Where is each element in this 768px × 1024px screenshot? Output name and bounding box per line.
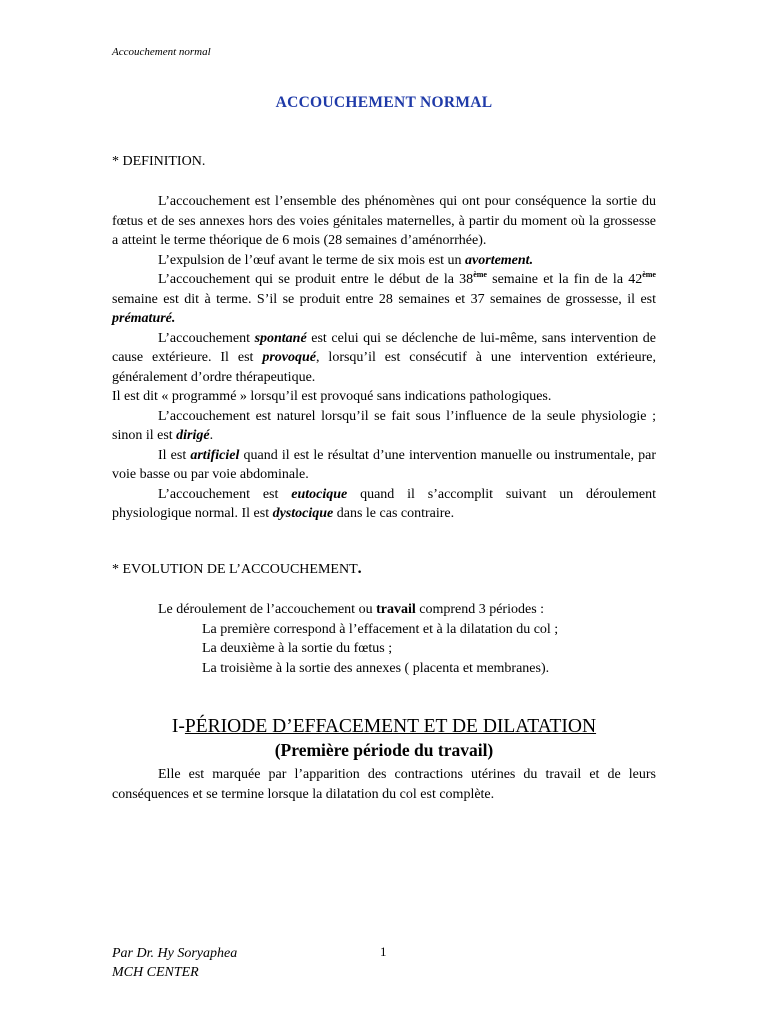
- text-run: L’expulsion de l’œuf avant le terme de six mois est un: [158, 252, 466, 268]
- term-dirige: dirigé: [176, 428, 210, 443]
- text-run: , lorsqu’il est consécutif à une intervention extérieure, généralement d’ordre thérapeutique.: [112, 350, 657, 385]
- page-number: 1: [380, 944, 387, 959]
- period-item-1: La première correspond à l’effacement et à la dilatation du col ;: [202, 621, 559, 637]
- text-run: quand il est le résultat d’une intervention manuelle ou instrumentale, par voie basse ou par voie abdominale.: [112, 447, 656, 482]
- definition-heading: * DEFINITION.: [112, 154, 206, 169]
- definition-paragraph-7: [112, 446, 656, 485]
- footer-credits: [112, 944, 237, 982]
- definition-paragraph-6: [112, 407, 656, 446]
- period-item-3: La troisième à la sortie des annexes ( placenta et membranes).: [202, 660, 550, 676]
- superscript: ème: [642, 270, 656, 279]
- term-travail: travail: [376, 602, 416, 617]
- text-run: .: [209, 428, 214, 443]
- text-run: L’accouchement: [158, 330, 255, 346]
- definition-paragraph-5: Il est dit « programmé » lorsqu’il est provoqué sans indications pathologiques.: [112, 389, 552, 404]
- text-run: L’accouchement qui se produit entre le début de la 38: [158, 272, 474, 287]
- definition-section: [112, 192, 656, 524]
- text-run: * EVOLUTION DE L’ACCOUCHEMENT: [112, 562, 358, 577]
- term-eutocique: eutocique: [291, 486, 348, 502]
- text-run: comprend 3 périodes :: [415, 602, 545, 617]
- footer-org: MCH CENTER: [112, 965, 199, 980]
- definition-paragraph-1: L’accouchement est l’ensemble des phénomènes qui ont pour conséquence la sortie du fœtus et de ses annexes hors des voies génitales maternelles, à partir du moment où la grossesse a atteint le terme théorique de 6 mois (28 semaines d’aménorrhée).: [112, 194, 656, 248]
- text-run: semaine est dit à terme. S’il se produit entre 28 semaines et 37 semaines de grossesse, il est: [112, 291, 656, 307]
- running-header: Accouchement normal: [112, 46, 211, 58]
- evolution-intro: [112, 600, 656, 620]
- text-run: semaine et la fin de la 42: [486, 272, 643, 287]
- definition-paragraph-3: [112, 270, 656, 329]
- footer-author: Par Dr. Hy Soryaphea: [112, 946, 238, 961]
- text-run: .: [357, 560, 362, 577]
- document-title: ACCOUCHEMENT NORMAL: [275, 94, 493, 111]
- definition-paragraph-2: [112, 251, 656, 271]
- period-item-2: La deuxième à la sortie du fœtus ;: [202, 641, 393, 656]
- text-run: Le déroulement de l’accouchement ou: [158, 602, 377, 617]
- term-dystocique: dystocique: [272, 506, 334, 521]
- term-provoque: provoqué: [262, 350, 317, 365]
- term-premature: prématuré.: [112, 311, 176, 326]
- text-run: Il est: [158, 447, 191, 463]
- evolution-section: [112, 600, 656, 678]
- term-avortement: avortement.: [465, 252, 534, 268]
- evolution-heading: [112, 560, 362, 578]
- section-subtitle: (Première période du travail): [274, 740, 494, 760]
- text-run: quand il s’accomplit suivant un déroulement physiologique normal. Il est: [112, 486, 657, 521]
- superscript: ème: [473, 270, 487, 279]
- text-run: est celui qui se déclenche de lui-même, sans intervention de cause extérieure. Il est: [112, 330, 656, 365]
- definition-paragraph-4: [112, 329, 656, 388]
- text-run: dans le cas contraire.: [333, 506, 455, 521]
- definition-paragraph-8: [112, 485, 656, 524]
- text-run: L’accouchement est: [158, 486, 292, 502]
- term-spontane: spontané: [254, 330, 307, 346]
- term-artificiel: artificiel: [190, 447, 240, 463]
- text-run: PÉRIODE D’EFFACEMENT ET DE DILATATION: [184, 716, 597, 737]
- text-run: L’accouchement est naturel lorsqu’il se fait sous l’influence de la seule physiologie ; sinon il est: [112, 408, 656, 443]
- section-title: [0, 716, 768, 738]
- text-run: I-: [171, 716, 185, 737]
- period1-paragraph: Elle est marquée par l’apparition des contractions utérines du travail et de leurs conséquences et se termine lorsque la dilatation du col est complète.: [112, 767, 656, 802]
- period1-section: [112, 765, 656, 804]
